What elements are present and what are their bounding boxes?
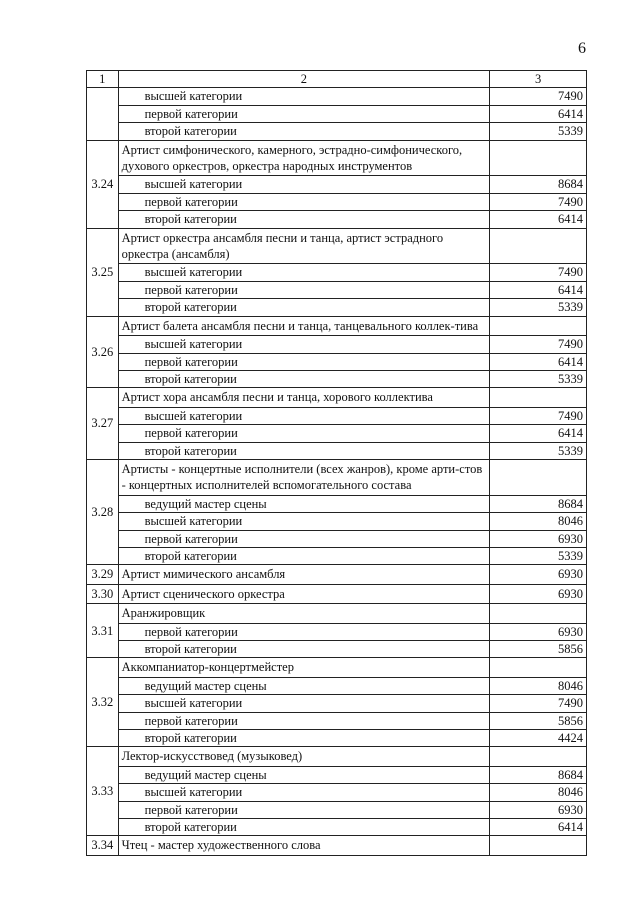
salary-value: 5339 — [490, 442, 587, 459]
group-title-row — [87, 388, 587, 407]
salary-value — [490, 388, 587, 407]
category-label: ведущий мастер сцены — [118, 766, 490, 783]
table-row — [87, 819, 587, 836]
table-row — [87, 530, 587, 547]
table-row — [87, 730, 587, 747]
salary-value: 8684 — [490, 176, 587, 193]
salary-value: 5856 — [490, 641, 587, 658]
item-number: 3.33 — [87, 747, 119, 836]
item-number: 3.28 — [87, 459, 119, 564]
table-row — [87, 712, 587, 729]
table-row — [87, 513, 587, 530]
position-title: Артист хора ансамбля песни и танца, хорового коллектива — [118, 388, 490, 407]
category-label: высшей категории — [118, 88, 490, 105]
category-label: первой категории — [118, 353, 490, 370]
item-number-cell — [87, 88, 119, 140]
position-title: Артист оркестра ансамбля песни и танца, артист эстрадного оркестра (ансамбля) — [118, 228, 490, 264]
position-title: Артисты - концертные исполнители (всех жанров), кроме арти-стов - концертных исполнителей вспомогательного состава — [118, 459, 490, 495]
group-title-row — [87, 459, 587, 495]
position-title: Лектор-искусствовед (музыковед) — [118, 747, 490, 766]
salary-value — [490, 316, 587, 335]
group-title-row — [87, 316, 587, 335]
salary-value: 7490 — [490, 88, 587, 105]
salary-value — [490, 140, 587, 176]
salary-value: 8046 — [490, 677, 587, 694]
table-row — [87, 641, 587, 658]
salary-value: 6414 — [490, 105, 587, 122]
category-label: первой категории — [118, 712, 490, 729]
category-label: первой категории — [118, 530, 490, 547]
salary-value: 6930 — [490, 565, 587, 584]
group-title-row — [87, 604, 587, 623]
salary-value: 5856 — [490, 712, 587, 729]
table-row — [87, 105, 587, 122]
category-label: второй категории — [118, 442, 490, 459]
salary-value: 5339 — [490, 299, 587, 316]
salary-value: 7490 — [490, 336, 587, 353]
category-label: высшей категории — [118, 176, 490, 193]
salary-value — [490, 658, 587, 677]
category-label: высшей категории — [118, 407, 490, 424]
category-label: ведущий мастер сцены — [118, 677, 490, 694]
item-number: 3.32 — [87, 658, 119, 747]
header-row — [87, 71, 587, 88]
salary-table — [86, 70, 587, 856]
salary-value: 7490 — [490, 407, 587, 424]
category-label: первой категории — [118, 281, 490, 298]
salary-value: 6414 — [490, 819, 587, 836]
salary-value: 6930 — [490, 801, 587, 818]
item-number: 3.29 — [87, 565, 119, 584]
table-row — [87, 623, 587, 640]
salary-value — [490, 228, 587, 264]
category-label: первой категории — [118, 105, 490, 122]
table-row — [87, 695, 587, 712]
position-title: Артист симфонического, камерного, эстрадно-симфонического, духового оркестров, оркестра народных инструментов — [118, 140, 490, 176]
salary-value: 6414 — [490, 211, 587, 228]
header-col-2: 2 — [118, 71, 490, 88]
header-col-1: 1 — [87, 71, 119, 88]
table-row — [87, 281, 587, 298]
category-label: высшей категории — [118, 264, 490, 281]
salary-value: 6930 — [490, 584, 587, 603]
category-label: второй категории — [118, 819, 490, 836]
salary-value: 7490 — [490, 193, 587, 210]
item-number: 3.31 — [87, 604, 119, 658]
salary-value: 4424 — [490, 730, 587, 747]
salary-value: 5339 — [490, 370, 587, 387]
salary-value: 8046 — [490, 784, 587, 801]
table-row — [87, 176, 587, 193]
salary-value: 6930 — [490, 623, 587, 640]
group-title-row — [87, 658, 587, 677]
table-row — [87, 353, 587, 370]
category-label: второй категории — [118, 370, 490, 387]
position-title: Артист балета ансамбля песни и танца, танцевального коллек-тива — [118, 316, 490, 335]
table-row — [87, 299, 587, 316]
category-label: второй категории — [118, 547, 490, 564]
salary-value: 5339 — [490, 547, 587, 564]
category-label: ведущий мастер сцены — [118, 495, 490, 512]
category-label: высшей категории — [118, 336, 490, 353]
salary-value: 5339 — [490, 123, 587, 140]
header-col-3: 3 — [490, 71, 587, 88]
table-row — [87, 801, 587, 818]
table-row — [87, 370, 587, 387]
category-label: второй категории — [118, 299, 490, 316]
salary-value: 8684 — [490, 766, 587, 783]
position-title: Артист мимического ансамбля — [118, 565, 490, 584]
category-label: первой категории — [118, 623, 490, 640]
position-title: Аккомпаниатор-концертмейстер — [118, 658, 490, 677]
table-row — [87, 336, 587, 353]
item-number: 3.26 — [87, 316, 119, 388]
table-row — [87, 766, 587, 783]
salary-value: 6414 — [490, 425, 587, 442]
category-label: первой категории — [118, 425, 490, 442]
salary-value: 7490 — [490, 264, 587, 281]
category-label: высшей категории — [118, 695, 490, 712]
table-row — [87, 407, 587, 424]
category-label: второй категории — [118, 641, 490, 658]
item-number: 3.30 — [87, 584, 119, 603]
table-row — [87, 88, 587, 105]
table-row — [87, 211, 587, 228]
position-title: Аранжировщик — [118, 604, 490, 623]
category-label: второй категории — [118, 730, 490, 747]
group-title-row — [87, 228, 587, 264]
salary-value: 8684 — [490, 495, 587, 512]
salary-value: 6930 — [490, 530, 587, 547]
item-number: 3.25 — [87, 228, 119, 316]
item-number: 3.34 — [87, 836, 119, 855]
page-number: 6 — [578, 40, 586, 57]
salary-value — [490, 459, 587, 495]
table-row — [87, 495, 587, 512]
category-label: высшей категории — [118, 513, 490, 530]
group-title-row — [87, 836, 587, 855]
group-title-row — [87, 584, 587, 603]
table-row — [87, 547, 587, 564]
category-label: высшей категории — [118, 784, 490, 801]
salary-value: 6414 — [490, 281, 587, 298]
table-row — [87, 425, 587, 442]
table-row — [87, 123, 587, 140]
category-label: второй категории — [118, 123, 490, 140]
category-label: первой категории — [118, 193, 490, 210]
group-title-row — [87, 140, 587, 176]
table-row — [87, 442, 587, 459]
salary-value — [490, 747, 587, 766]
item-number: 3.24 — [87, 140, 119, 228]
group-title-row — [87, 565, 587, 584]
position-title: Артист сценического оркестра — [118, 584, 490, 603]
group-title-row — [87, 747, 587, 766]
table-row — [87, 193, 587, 210]
salary-value: 7490 — [490, 695, 587, 712]
item-number: 3.27 — [87, 388, 119, 460]
salary-value — [490, 836, 587, 855]
table-row — [87, 264, 587, 281]
salary-value: 8046 — [490, 513, 587, 530]
salary-value: 6414 — [490, 353, 587, 370]
salary-value — [490, 604, 587, 623]
category-label: второй категории — [118, 211, 490, 228]
table-row — [87, 677, 587, 694]
position-title: Чтец - мастер художественного слова — [118, 836, 490, 855]
table-row — [87, 784, 587, 801]
category-label: первой категории — [118, 801, 490, 818]
